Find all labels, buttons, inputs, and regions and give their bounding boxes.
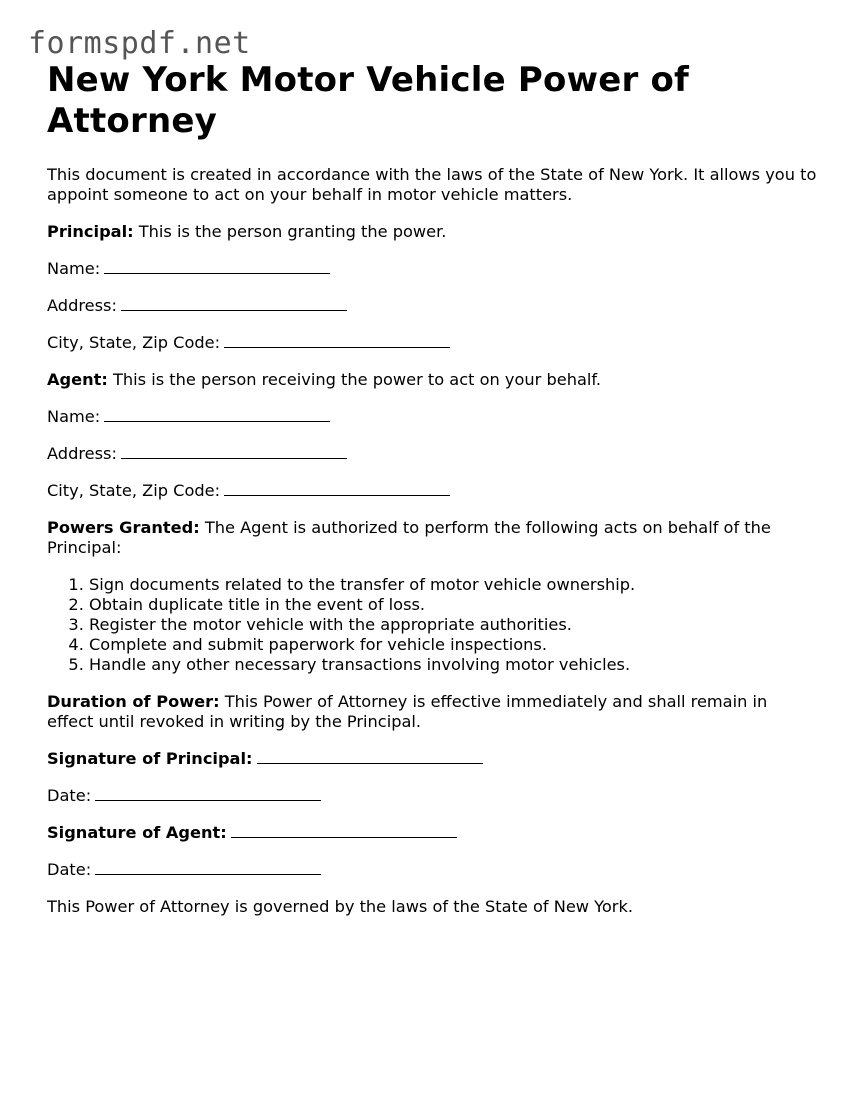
agent-name-field[interactable] bbox=[104, 407, 330, 422]
agent-date-label: Date: bbox=[47, 860, 92, 879]
agent-date-field[interactable] bbox=[95, 860, 321, 875]
powers-heading: Powers Granted: bbox=[47, 518, 200, 537]
agent-city-label: City, State, Zip Code: bbox=[47, 481, 221, 500]
agent-signature-label: Signature of Agent: bbox=[47, 823, 227, 842]
list-item: 2. Obtain duplicate title in the event of loss. bbox=[89, 595, 817, 615]
powers-heading-line bbox=[47, 518, 817, 558]
list-item: 3. Register the motor vehicle with the appropriate authorities. bbox=[89, 615, 817, 635]
principal-address-label: Address: bbox=[47, 296, 117, 315]
principal-signature-line bbox=[47, 749, 817, 769]
principal-signature-label: Signature of Principal: bbox=[47, 749, 253, 768]
closing-paragraph: This Power of Attorney is governed by the laws of the State of New York. bbox=[47, 897, 633, 916]
document-title: New York Motor Vehicle Power of Attorney bbox=[47, 60, 690, 141]
principal-city-line bbox=[47, 333, 817, 353]
agent-name-line bbox=[47, 407, 817, 427]
agent-signature-field[interactable] bbox=[231, 823, 457, 838]
principal-name-field[interactable] bbox=[104, 259, 330, 274]
principal-signature-field[interactable] bbox=[257, 749, 483, 764]
powers-list bbox=[47, 575, 817, 675]
document-page bbox=[47, 60, 817, 917]
agent-heading: Agent: bbox=[47, 370, 108, 389]
principal-address-line bbox=[47, 296, 817, 316]
agent-address-field[interactable] bbox=[121, 444, 347, 459]
principal-heading: Principal: bbox=[47, 222, 134, 241]
principal-city-label: City, State, Zip Code: bbox=[47, 333, 221, 352]
principal-address-field[interactable] bbox=[121, 296, 347, 311]
duration-description: This Power of Attorney is effective immediately and shall remain in effect until revoked in writing by the Principal. bbox=[47, 692, 768, 731]
agent-address-label: Address: bbox=[47, 444, 117, 463]
principal-name-line bbox=[47, 259, 817, 279]
list-item: 4. Complete and submit paperwork for vehicle inspections. bbox=[89, 635, 817, 655]
agent-city-field[interactable] bbox=[224, 481, 450, 496]
principal-date-field[interactable] bbox=[95, 786, 321, 801]
principal-description: This is the person granting the power. bbox=[133, 222, 447, 241]
principal-name-label: Name: bbox=[47, 259, 101, 278]
list-item: 5. Handle any other necessary transactions involving motor vehicles. bbox=[89, 655, 817, 675]
principal-heading-line bbox=[47, 222, 817, 242]
agent-signature-line bbox=[47, 823, 817, 843]
agent-city-line bbox=[47, 481, 817, 501]
duration-line bbox=[47, 692, 817, 732]
agent-date-line bbox=[47, 860, 817, 880]
agent-name-label: Name: bbox=[47, 407, 101, 426]
powers-description: The Agent is authorized to perform the following acts on behalf of the Principal: bbox=[47, 518, 771, 557]
principal-city-field[interactable] bbox=[224, 333, 450, 348]
watermark: formspdf.net bbox=[28, 26, 251, 61]
intro-paragraph: This document is created in accordance with the laws of the State of New York. It allows you to appoint someone to act on your behalf in motor vehicle matters. bbox=[47, 165, 817, 204]
principal-date-line bbox=[47, 786, 817, 806]
duration-heading: Duration of Power: bbox=[47, 692, 220, 711]
list-item: 1. Sign documents related to the transfer of motor vehicle ownership. bbox=[89, 575, 817, 595]
agent-description: This is the person receiving the power to act on your behalf. bbox=[107, 370, 602, 389]
agent-address-line bbox=[47, 444, 817, 464]
agent-heading-line bbox=[47, 370, 817, 390]
principal-date-label: Date: bbox=[47, 786, 92, 805]
